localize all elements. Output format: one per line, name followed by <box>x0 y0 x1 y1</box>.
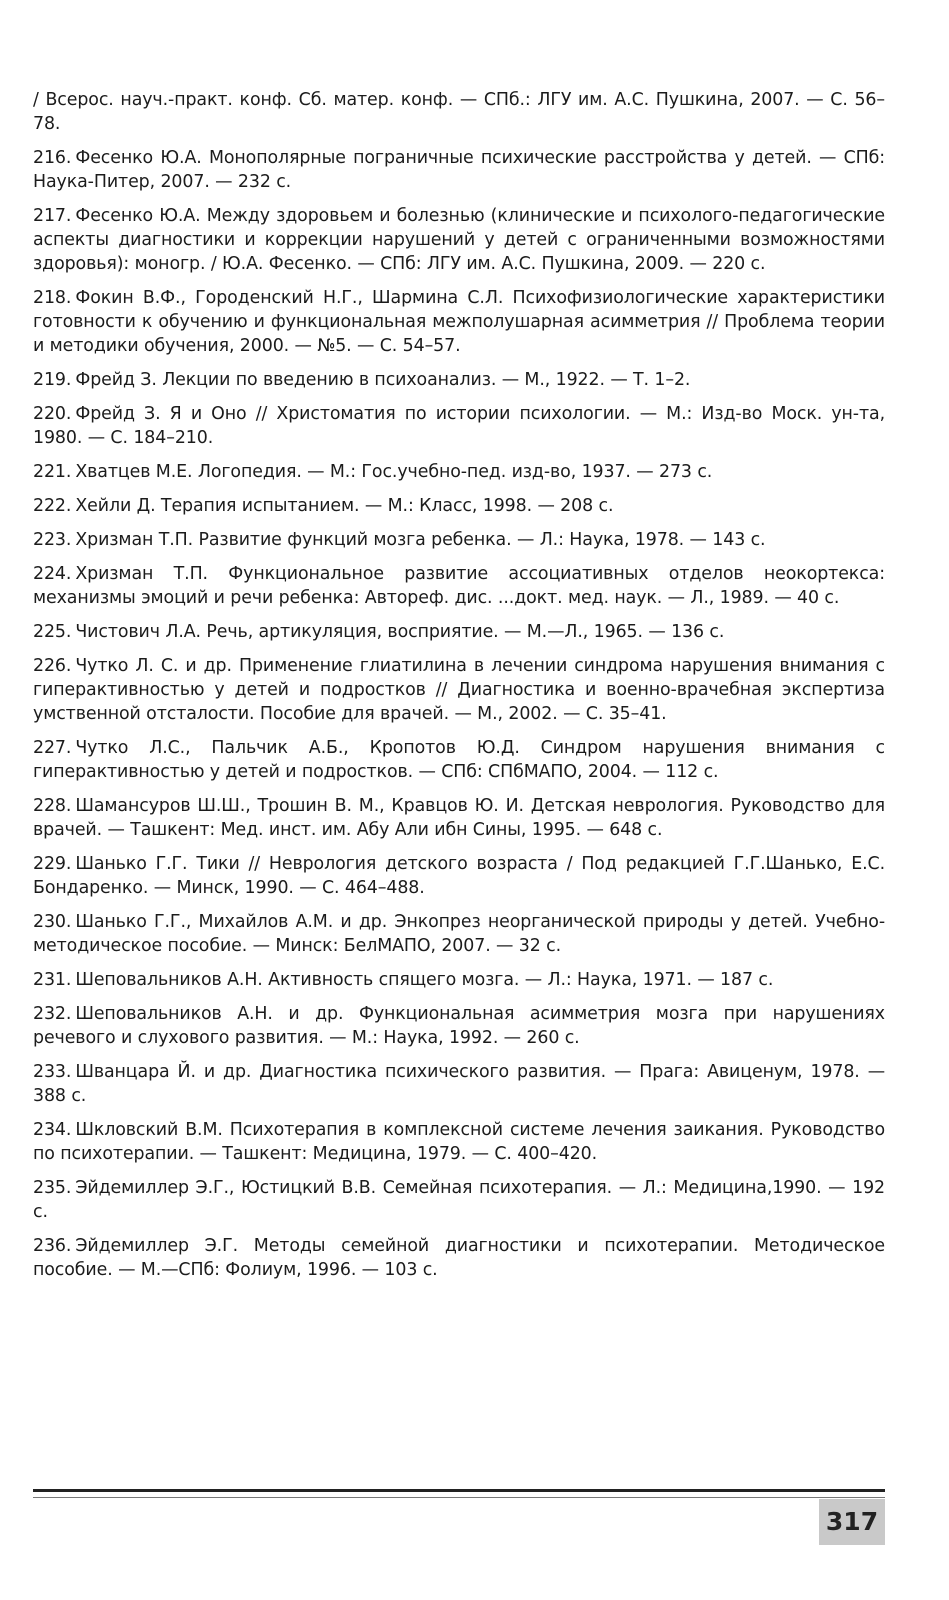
reference-entry <box>33 794 885 842</box>
reference-number: 221. <box>33 462 72 482</box>
reference-entry <box>33 620 885 644</box>
reference-text: Фрейд З. Я и Оно // Христоматия по истории психологии. — М.: Изд-во Моск. ун-та, 1980. — С. 184–210. <box>33 404 885 448</box>
reference-number: 235. <box>33 1178 72 1198</box>
reference-number: 236. <box>33 1236 72 1256</box>
reference-text: Фесенко Ю.А. Монополярные пограничные психические расстройства у детей. — СПб: Наука-Питер, 2007. — 232 с. <box>33 148 885 192</box>
reference-number: 230. <box>33 912 72 932</box>
reference-number: 218. <box>33 288 72 308</box>
reference-number: 222. <box>33 496 72 516</box>
reference-number: 223. <box>33 530 72 550</box>
reference-text: Эйдемиллер Э.Г. Методы семейной диагностики и психотерапии. Методическое пособие. — М.—СПб: Фолиум, 1996. — 103 с. <box>33 1236 885 1280</box>
reference-text: Фесенко Ю.А. Между здоровьем и болезнью (клинические и психолого-педагогические аспекты диагностики и коррекции нарушений у детей с ограниченными возможностями здоровья): моногр. / Ю.А. Фесенко. — СПб: ЛГУ им. А.С. Пушкина, 2009. — 220 с. <box>33 206 885 274</box>
reference-entry <box>33 460 885 484</box>
reference-entry <box>33 852 885 900</box>
reference-entry <box>33 528 885 552</box>
reference-entry <box>33 204 885 276</box>
reference-number: 233. <box>33 1062 72 1082</box>
reference-number: 219. <box>33 370 72 390</box>
reference-number: 224. <box>33 564 72 584</box>
reference-text: Фокин В.Ф., Городенский Н.Г., Шармина С.Л. Психофизиологические характеристики готовности к обучению и функциональная межполушарная асимметрия // Проблема теории и методики обучения, 2000. — №5. — С. 54–57. <box>33 288 885 356</box>
reference-text: Хризман Т.П. Развитие функций мозга ребенка. — Л.: Наука, 1978. — 143 с. <box>75 530 766 550</box>
reference-text: Чутко Л. С. и др. Применение глиатилина в лечении синдрома нарушения внимания с гиперактивностью у детей и подростков // Диагностика и военно-врачебная экспертиза умственной отсталости. Пособие для врачей. — М., 2002. — С. 35–41. <box>33 656 885 724</box>
reference-text: Чутко Л.С., Пальчик А.Б., Кропотов Ю.Д. Синдром нарушения внимания с гиперактивностью у детей и подростков. — СПб: СПбМАПО, 2004. — 112 с. <box>33 738 885 782</box>
reference-text: Шанько Г.Г. Тики // Неврология детского возраста / Под редакцией Г.Г.Шанько, Е.С. Бондаренко. — Минск, 1990. — С. 464–488. <box>33 854 885 898</box>
footer-rule <box>33 1489 885 1492</box>
reference-text: Шамансуров Ш.Ш., Трошин В. М., Кравцов Ю. И. Детская неврология. Руководство для врачей. — Ташкент: Мед. инст. им. Абу Али ибн Сины, 1995. — 648 с. <box>33 796 885 840</box>
reference-number: 216. <box>33 148 72 168</box>
footer-rule-thin <box>33 1497 885 1498</box>
reference-number: 228. <box>33 796 72 816</box>
reference-list <box>33 88 885 1292</box>
reference-number: 217. <box>33 206 72 226</box>
reference-number: 234. <box>33 1120 72 1140</box>
reference-entry <box>33 968 885 992</box>
reference-text: Шванцара Й. и др. Диагностика психического развития. — Прага: Авиценум, 1978. — 388 с. <box>33 1062 885 1106</box>
reference-text: Хризман Т.П. Функциональное развитие ассоциативных отделов неокортекса: механизмы эмоций и речи ребенка: Автореф. дис. ...докт. мед. наук. — Л., 1989. — 40 с. <box>33 564 885 608</box>
reference-number: 229. <box>33 854 72 874</box>
reference-text: Шкловский В.М. Психотерапия в комплексной системе лечения заикания. Руководство по психотерапии. — Ташкент: Медицина, 1979. — С. 400–420. <box>33 1120 885 1164</box>
reference-entry <box>33 1060 885 1108</box>
reference-entries <box>33 146 885 1282</box>
reference-number: 220. <box>33 404 72 424</box>
reference-continuation: / Всерос. науч.-практ. конф. Сб. матер. конф. — СПб.: ЛГУ им. А.С. Пушкина, 2007. — С. 56–78. <box>33 90 885 134</box>
reference-entry <box>33 562 885 610</box>
reference-entry <box>33 1176 885 1224</box>
reference-entry <box>33 146 885 194</box>
reference-entry <box>33 368 885 392</box>
page-number: 317 <box>819 1499 885 1545</box>
reference-text: Хейли Д. Терапия испытанием. — М.: Класс, 1998. — 208 с. <box>75 496 614 516</box>
reference-text: Хватцев М.Е. Логопедия. — М.: Гос.учебно-пед. изд-во, 1937. — 273 с. <box>75 462 713 482</box>
reference-entry <box>33 736 885 784</box>
reference-number: 232. <box>33 1004 72 1024</box>
reference-text: Шеповальников А.Н. Активность спящего мозга. — Л.: Наука, 1971. — 187 с. <box>75 970 774 990</box>
reference-entry <box>33 402 885 450</box>
reference-number: 225. <box>33 622 72 642</box>
reference-entry <box>33 494 885 518</box>
reference-text: Шеповальников А.Н. и др. Функциональная асимметрия мозга при нарушениях речевого и слухового развития. — М.: Наука, 1992. — 260 с. <box>33 1004 885 1048</box>
reference-entry <box>33 1002 885 1050</box>
reference-entry <box>33 910 885 958</box>
reference-number: 227. <box>33 738 72 758</box>
reference-number: 231. <box>33 970 72 990</box>
reference-text: Эйдемиллер Э.Г., Юстицкий В.В. Семейная психотерапия. — Л.: Медицина,1990. — 192 с. <box>33 1178 885 1222</box>
reference-entry <box>33 1234 885 1282</box>
reference-entry <box>33 286 885 358</box>
reference-entry <box>33 1118 885 1166</box>
reference-number: 226. <box>33 656 72 676</box>
reference-text: Чистович Л.А. Речь, артикуляция, восприятие. — М.—Л., 1965. — 136 с. <box>75 622 725 642</box>
reference-text: Шанько Г.Г., Михайлов А.М. и др. Энкопрез неорганической природы у детей. Учебно-методическое пособие. — Минск: БелМАПО, 2007. — 32 с. <box>33 912 885 956</box>
reference-text: Фрейд З. Лекции по введению в психоанализ. — М., 1922. — Т. 1–2. <box>75 370 691 390</box>
reference-entry <box>33 654 885 726</box>
